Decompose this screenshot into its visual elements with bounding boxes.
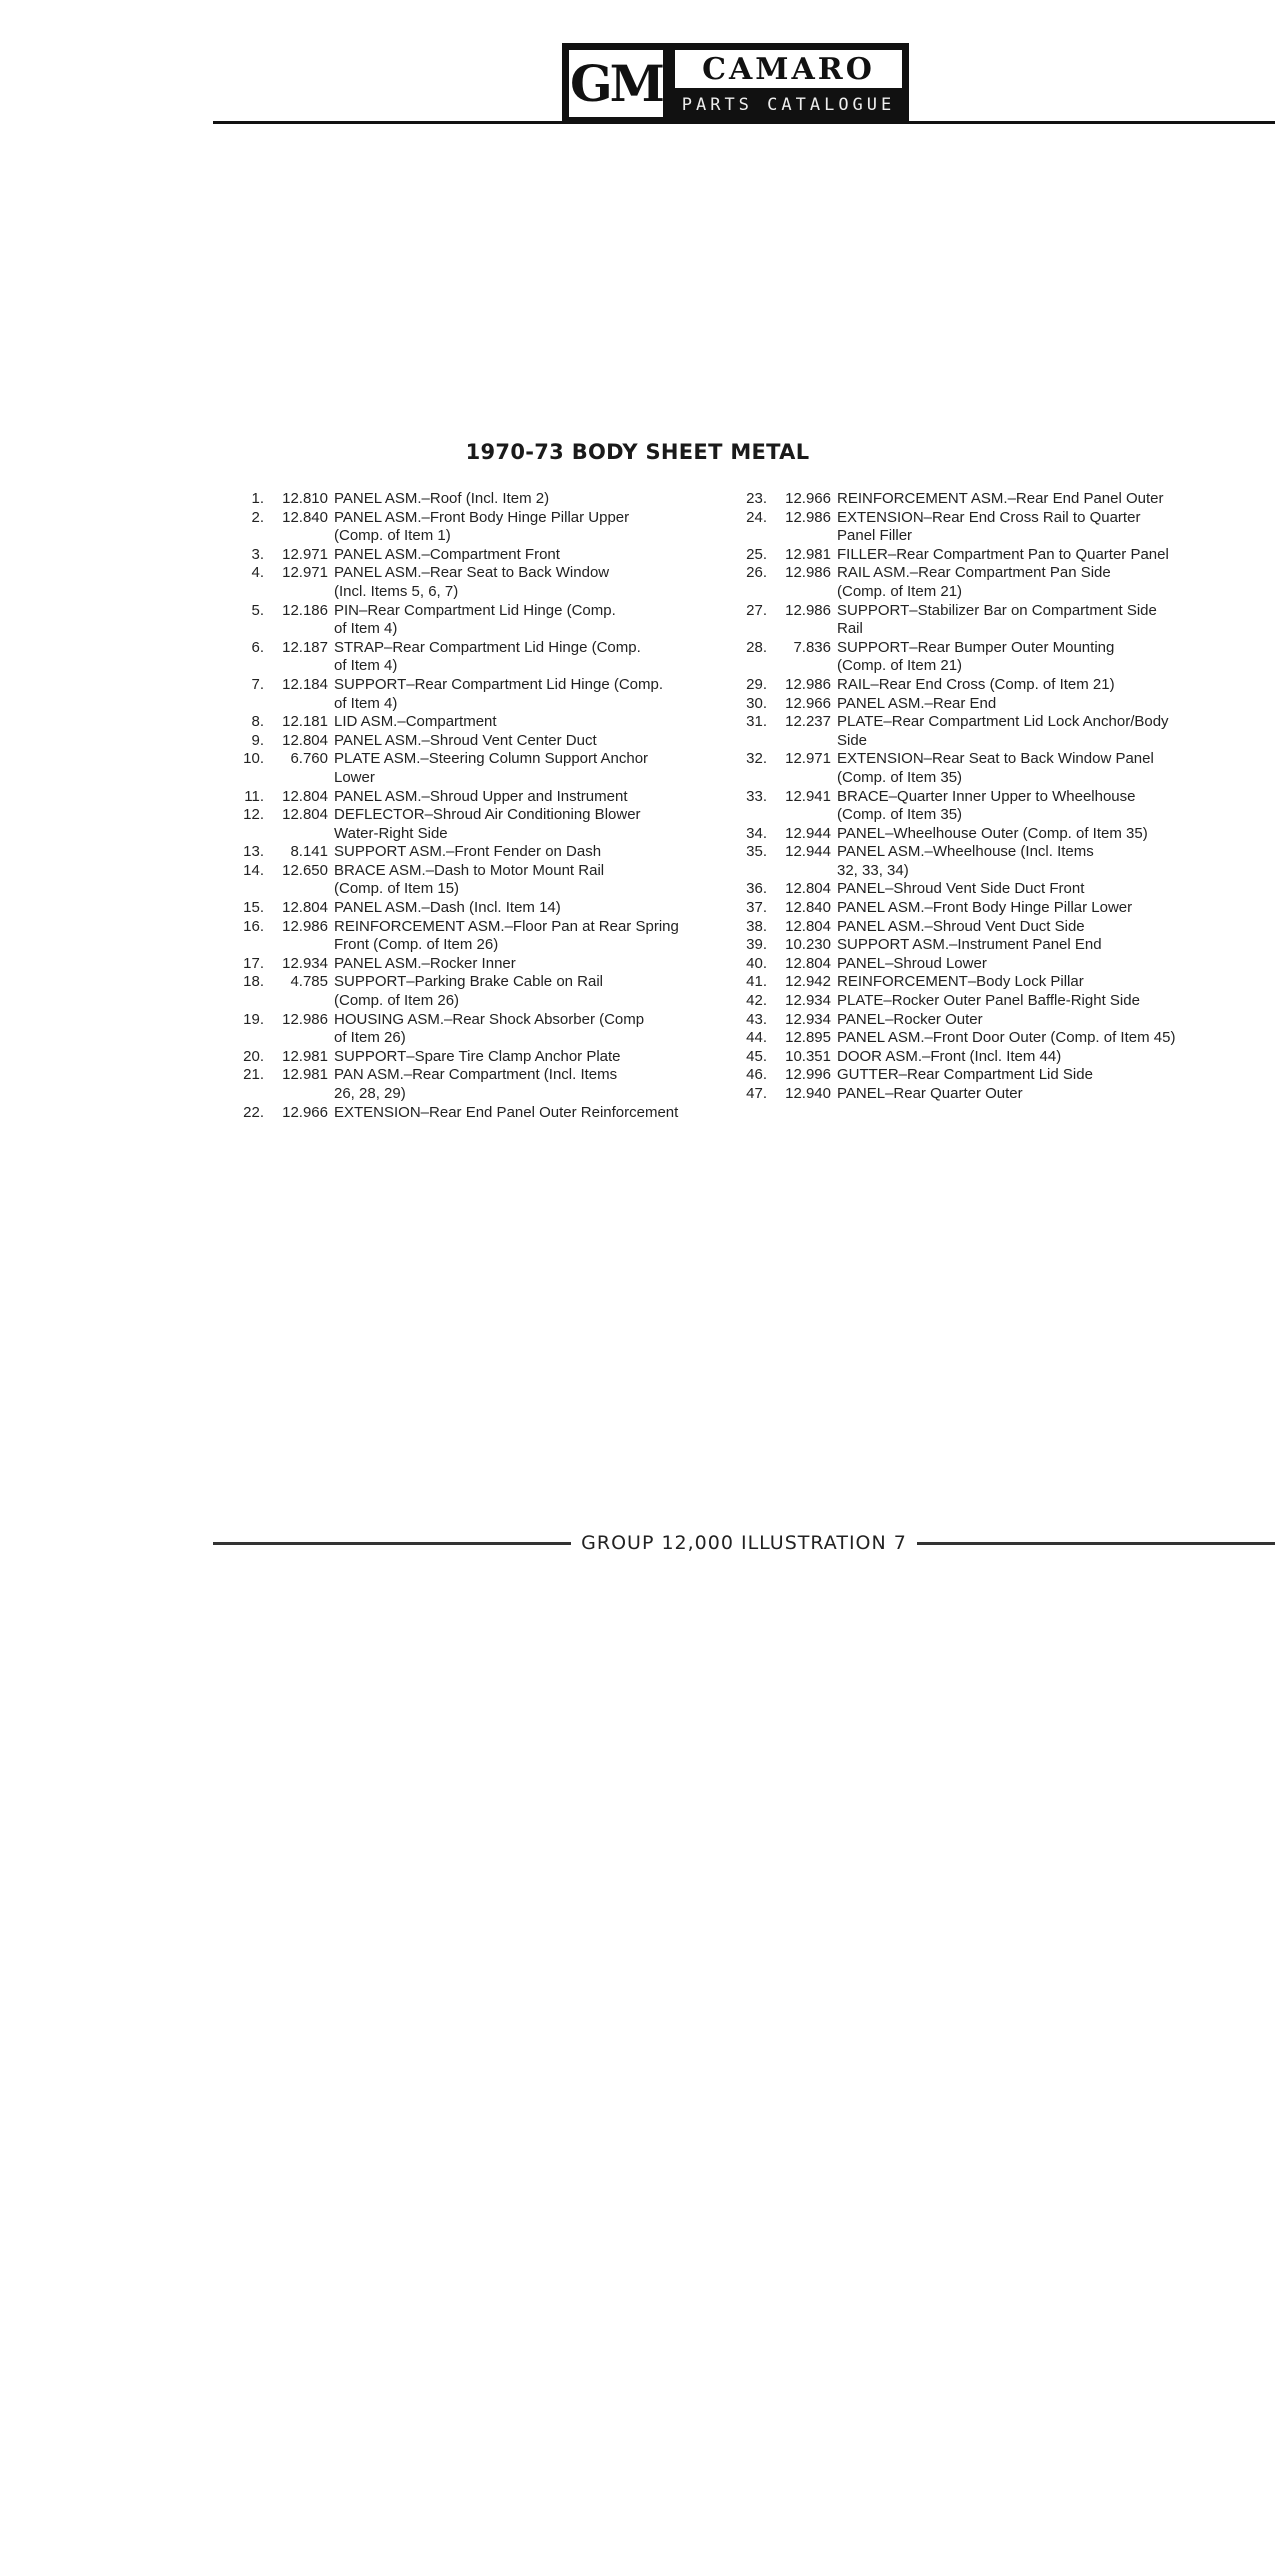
item-number: 29. (746, 675, 767, 693)
description-line: PANEL ASM.–Shroud Upper and Instrument (334, 787, 628, 805)
description-line: PANEL ASM.–Front Door Outer (Comp. of Item 45) (837, 1029, 1176, 1047)
part-description (334, 973, 732, 1010)
parts-list-item (222, 564, 732, 601)
part-description (334, 1048, 732, 1067)
part-description (334, 862, 732, 899)
parts-list-item (725, 676, 1255, 695)
item-number: 42. (746, 992, 767, 1010)
description-line: DEFLECTOR–Shroud Air Conditioning Blower (334, 806, 641, 824)
parts-list-item (725, 490, 1255, 509)
description-line: LID ASM.–Compartment (334, 713, 497, 731)
description-line: (Comp. of Item 26) (334, 992, 460, 1010)
parts-list-item (222, 918, 732, 955)
part-description (334, 732, 732, 751)
part-description (837, 490, 1255, 509)
parts-list-item (725, 973, 1255, 992)
item-number: 34. (746, 824, 767, 842)
item-number: 28. (746, 638, 767, 656)
parts-list-item (725, 788, 1255, 825)
parts-list-item (222, 490, 732, 509)
item-number: 33. (746, 787, 767, 805)
description-line: Water-Right Side (334, 824, 448, 842)
description-line: PANEL ASM.–Roof (Incl. Item 2) (334, 490, 550, 507)
description-line: PANEL ASM.–Compartment Front (334, 545, 560, 563)
group-number: 12.804 (282, 787, 328, 805)
item-number: 6. (251, 638, 264, 656)
description-line: PANEL ASM.–Front Body Hinge Pillar Upper (334, 508, 630, 526)
part-description (334, 750, 732, 787)
part-description (334, 955, 732, 974)
part-description (837, 880, 1255, 899)
parts-list-item (725, 1048, 1255, 1067)
group-number: 12.971 (282, 564, 328, 582)
description-line: PLATE ASM.–Steering Column Support Anchor (334, 750, 649, 768)
group-number: 12.934 (282, 954, 328, 972)
description-line: BRACE–Quarter Inner Upper to Wheelhouse (837, 787, 1136, 805)
item-number: 38. (746, 917, 767, 935)
logo-parts-catalogue-text: PARTS CATALOGUE (681, 95, 896, 115)
parts-list-item (725, 1085, 1255, 1104)
description-line: (Incl. Items 5, 6, 7) (334, 582, 459, 600)
item-number: 26. (746, 564, 767, 582)
item-number: 16. (243, 917, 264, 935)
part-description (837, 1066, 1255, 1085)
parts-list-item (725, 936, 1255, 955)
description-line: PAN ASM.–Rear Compartment (Incl. Items (334, 1066, 618, 1084)
part-description (334, 546, 732, 565)
item-number: 18. (243, 973, 264, 991)
part-description (837, 825, 1255, 844)
part-description (837, 992, 1255, 1011)
part-description (334, 509, 732, 546)
parts-list-right (725, 490, 1255, 1104)
group-number: 12.966 (282, 1103, 328, 1121)
parts-list-item (725, 880, 1255, 899)
parts-list-item (725, 992, 1255, 1011)
group-number: 12.804 (785, 917, 831, 935)
group-number: 8.141 (290, 843, 328, 861)
group-number: 12.981 (785, 545, 831, 563)
description-line: Panel Filler (837, 527, 913, 545)
part-description (837, 564, 1255, 601)
parts-list-item (725, 546, 1255, 565)
part-description (837, 918, 1255, 937)
parts-list-item (725, 639, 1255, 676)
parts-list-item (725, 713, 1255, 750)
description-line: of Item 4) (334, 620, 398, 638)
item-number: 1. (251, 490, 264, 507)
item-number: 31. (746, 713, 767, 731)
item-number: 45. (746, 1047, 767, 1065)
group-number: 12.940 (785, 1085, 831, 1102)
parts-list-item (222, 750, 732, 787)
description-line: SUPPORT–Parking Brake Cable on Rail (334, 973, 604, 991)
part-description (334, 564, 732, 601)
description-line: EXTENSION–Rear End Panel Outer Reinforcement (334, 1103, 679, 1121)
item-number: 9. (251, 731, 264, 749)
description-line: PANEL–Wheelhouse Outer (Comp. of Item 35) (837, 824, 1148, 842)
description-line: PANEL ASM.–Front Body Hinge Pillar Lower (837, 899, 1133, 917)
part-description (837, 639, 1255, 676)
group-number: 12.184 (282, 675, 328, 693)
parts-list-item (222, 806, 732, 843)
group-number: 12.986 (785, 601, 831, 619)
description-line: PANEL ASM.–Rocker Inner (334, 954, 516, 972)
parts-list-item (725, 899, 1255, 918)
parts-list-item (725, 695, 1255, 714)
item-number: 19. (243, 1010, 264, 1028)
description-line: REINFORCEMENT ASM.–Rear End Panel Outer (837, 490, 1164, 507)
group-number: 12.941 (785, 787, 831, 805)
gm-logo-mark: GM (567, 48, 665, 119)
parts-list-item (222, 1011, 732, 1048)
part-description (837, 1085, 1255, 1104)
parts-list-item (222, 676, 732, 713)
description-line: PANEL ASM.–Shroud Vent Center Duct (334, 731, 597, 749)
item-number: 15. (243, 899, 264, 917)
group-number: 12.966 (785, 490, 831, 507)
parts-list-item (222, 862, 732, 899)
item-number: 8. (251, 713, 264, 731)
group-number: 12.650 (282, 861, 328, 879)
description-line: SUPPORT–Rear Bumper Outer Mounting (837, 638, 1115, 656)
part-description (837, 676, 1255, 695)
footer (213, 1528, 1275, 1558)
parts-list-item (725, 1011, 1255, 1030)
item-number: 20. (243, 1047, 264, 1065)
group-number: 12.942 (785, 973, 831, 991)
part-description (837, 955, 1255, 974)
item-number: 4. (251, 564, 264, 582)
group-number: 12.840 (282, 508, 328, 526)
part-description (334, 490, 732, 509)
item-number: 41. (746, 973, 767, 991)
description-line: Front (Comp. of Item 26) (334, 936, 499, 954)
description-line: of Item 4) (334, 694, 398, 712)
parts-list-item (725, 918, 1255, 937)
part-description (334, 806, 732, 843)
description-line: REINFORCEMENT ASM.–Floor Pan at Rear Spring (334, 917, 679, 935)
group-number: 12.840 (785, 899, 831, 917)
gm-camaro-logo (562, 43, 909, 124)
parts-list-item (725, 843, 1255, 880)
group-number: 12.187 (282, 638, 328, 656)
description-line: SUPPORT–Stabilizer Bar on Compartment Side (837, 601, 1157, 619)
part-description (837, 936, 1255, 955)
item-number: 14. (243, 861, 264, 879)
group-number: 7.836 (793, 638, 831, 656)
group-number: 6.760 (290, 750, 328, 768)
footer-caption: GROUP 12,000 ILLUSTRATION 7 (581, 1532, 907, 1554)
description-line: EXTENSION–Rear End Cross Rail to Quarter (837, 508, 1141, 526)
footer-rule-right (917, 1542, 1275, 1545)
part-description (837, 788, 1255, 825)
part-description (334, 1104, 732, 1123)
part-description (837, 1011, 1255, 1030)
item-number: 37. (746, 899, 767, 917)
description-line: PANEL–Shroud Vent Side Duct Front (837, 880, 1085, 898)
description-line: PANEL ASM.–Rear Seat to Back Window (334, 564, 610, 582)
item-number: 44. (746, 1029, 767, 1047)
description-line: Rail (837, 620, 863, 638)
group-number: 12.944 (785, 824, 831, 842)
item-number: 2. (251, 508, 264, 526)
parts-list-item (725, 955, 1255, 974)
description-line: SUPPORT–Rear Compartment Lid Hinge (Comp. (334, 675, 664, 693)
description-line: Side (837, 731, 868, 749)
part-description (837, 602, 1255, 639)
group-number: 10.230 (785, 936, 831, 954)
description-line: of Item 4) (334, 657, 398, 675)
part-description (837, 546, 1255, 565)
parts-list-item (725, 825, 1255, 844)
parts-list-left (222, 490, 732, 1122)
parts-list-item (222, 788, 732, 807)
parts-list-item (725, 1066, 1255, 1085)
group-number: 12.986 (282, 1010, 328, 1028)
description-line: (Comp. of Item 1) (334, 527, 451, 545)
part-description (334, 1011, 732, 1048)
parts-list-item (725, 564, 1255, 601)
parts-list-item (222, 1104, 732, 1123)
item-number: 13. (243, 843, 264, 861)
part-description (334, 843, 732, 862)
parts-list-item (222, 1048, 732, 1067)
part-description (837, 843, 1255, 880)
part-description (334, 639, 732, 676)
group-number: 12.934 (785, 1010, 831, 1028)
parts-list-item (222, 955, 732, 974)
group-number: 12.810 (282, 490, 328, 507)
description-line: HOUSING ASM.–Rear Shock Absorber (Comp (334, 1010, 645, 1028)
part-description (837, 973, 1255, 992)
parts-list-item (222, 509, 732, 546)
description-line: PANEL ASM.–Shroud Vent Duct Side (837, 917, 1085, 935)
item-number: 46. (746, 1066, 767, 1084)
group-number: 12.804 (282, 806, 328, 824)
parts-list-item (222, 973, 732, 1010)
description-line: EXTENSION–Rear Seat to Back Window Panel (837, 750, 1154, 768)
group-number: 12.804 (785, 880, 831, 898)
part-description (334, 918, 732, 955)
item-number: 30. (746, 694, 767, 712)
item-number: 7. (251, 675, 264, 693)
item-number: 43. (746, 1010, 767, 1028)
description-line: REINFORCEMENT–Body Lock Pillar (837, 973, 1084, 991)
group-number: 12.186 (282, 601, 328, 619)
part-description (334, 1066, 732, 1103)
group-number: 12.971 (282, 545, 328, 563)
description-line: BRACE ASM.–Dash to Motor Mount Rail (334, 861, 605, 879)
parts-list-item (222, 639, 732, 676)
description-line: PANEL ASM.–Rear End (837, 694, 997, 712)
description-line: PLATE–Rear Compartment Lid Lock Anchor/Body (837, 713, 1169, 731)
group-number: 12.986 (785, 564, 831, 582)
part-description (837, 713, 1255, 750)
item-number: 12. (243, 806, 264, 824)
group-number: 12.804 (785, 954, 831, 972)
description-line: 26, 28, 29) (334, 1085, 406, 1102)
description-line: PANEL–Rear Quarter Outer (837, 1085, 1023, 1102)
item-number: 11. (244, 787, 264, 805)
parts-list-item (222, 713, 732, 732)
description-line: RAIL ASM.–Rear Compartment Pan Side (837, 564, 1111, 582)
item-number: 21. (243, 1066, 264, 1084)
part-description (334, 676, 732, 713)
part-description (334, 713, 732, 732)
description-line: Lower (334, 768, 375, 786)
parts-list-item (222, 602, 732, 639)
description-line: PANEL–Shroud Lower (837, 954, 987, 972)
description-line: (Comp. of Item 21) (837, 657, 963, 675)
group-number: 12.181 (282, 713, 328, 731)
logo-text-block (665, 43, 909, 124)
item-number: 36. (746, 880, 767, 898)
parts-list-item (725, 1029, 1255, 1048)
parts-list-item (222, 843, 732, 862)
group-number: 12.804 (282, 899, 328, 917)
description-line: of Item 26) (334, 1029, 406, 1047)
item-number: 35. (746, 843, 767, 861)
group-number: 12.986 (282, 917, 328, 935)
group-number: 12.981 (282, 1047, 328, 1065)
footer-rule-left (213, 1542, 571, 1545)
part-description (837, 1048, 1255, 1067)
item-number: 3. (251, 545, 264, 563)
description-line: 32, 33, 34) (837, 861, 909, 879)
item-number: 32. (746, 750, 767, 768)
part-description (837, 509, 1255, 546)
group-number: 12.971 (785, 750, 831, 768)
item-number: 40. (746, 954, 767, 972)
group-number: 12.966 (785, 694, 831, 712)
group-number: 4.785 (290, 973, 328, 991)
part-description (837, 1029, 1255, 1048)
part-description (837, 899, 1255, 918)
parts-list-item (222, 899, 732, 918)
group-number: 12.237 (785, 713, 831, 731)
logo-camaro-text: CAMARO (673, 48, 904, 90)
group-number: 12.981 (282, 1066, 328, 1084)
description-line: (Comp. of Item 35) (837, 806, 963, 824)
item-number: 25. (746, 545, 767, 563)
parts-list-item (725, 750, 1255, 787)
description-line: STRAP–Rear Compartment Lid Hinge (Comp. (334, 638, 641, 656)
description-line: RAIL–Rear End Cross (Comp. of Item 21) (837, 675, 1115, 693)
group-number: 12.934 (785, 992, 831, 1010)
item-number: 17. (243, 954, 264, 972)
group-number: 12.986 (785, 508, 831, 526)
item-number: 39. (746, 936, 767, 954)
description-line: (Comp. of Item 15) (334, 880, 460, 898)
group-number: 12.944 (785, 843, 831, 861)
item-number: 5. (251, 601, 264, 619)
description-line: PIN–Rear Compartment Lid Hinge (Comp. (334, 601, 616, 619)
item-number: 27. (746, 601, 767, 619)
description-line: SUPPORT ASM.–Instrument Panel End (837, 936, 1102, 954)
parts-list-item (222, 546, 732, 565)
part-description (837, 695, 1255, 714)
group-number: 12.996 (785, 1066, 831, 1084)
item-number: 22. (243, 1103, 264, 1121)
description-line: SUPPORT ASM.–Front Fender on Dash (334, 843, 602, 861)
group-number: 12.986 (785, 675, 831, 693)
part-description (334, 602, 732, 639)
part-description (334, 899, 732, 918)
part-description (837, 750, 1255, 787)
parts-list-item (222, 732, 732, 751)
description-line: GUTTER–Rear Compartment Lid Side (837, 1066, 1093, 1084)
description-line: SUPPORT–Spare Tire Clamp Anchor Plate (334, 1047, 621, 1065)
description-line: FILLER–Rear Compartment Pan to Quarter Panel (837, 545, 1169, 563)
item-number: 23. (746, 490, 767, 507)
description-line: PANEL–Rocker Outer (837, 1010, 983, 1028)
item-number: 10. (243, 750, 264, 768)
parts-list-item (725, 602, 1255, 639)
group-number: 12.895 (785, 1029, 831, 1047)
parts-list-item (222, 1066, 732, 1103)
description-line: DOOR ASM.–Front (Incl. Item 44) (837, 1047, 1062, 1065)
group-number: 12.804 (282, 731, 328, 749)
page-title: 1970-73 BODY SHEET METAL (465, 440, 810, 464)
description-line: PANEL ASM.–Wheelhouse (Incl. Items (837, 843, 1094, 861)
part-description (334, 788, 732, 807)
description-line: (Comp. of Item 35) (837, 768, 963, 786)
parts-list-item (725, 509, 1255, 546)
description-line: PANEL ASM.–Dash (Incl. Item 14) (334, 899, 561, 917)
description-line: (Comp. of Item 21) (837, 582, 963, 600)
item-number: 47. (746, 1085, 767, 1102)
item-number: 24. (746, 508, 767, 526)
group-number: 10.351 (785, 1047, 831, 1065)
description-line: PLATE–Rocker Outer Panel Baffle-Right Side (837, 992, 1140, 1010)
